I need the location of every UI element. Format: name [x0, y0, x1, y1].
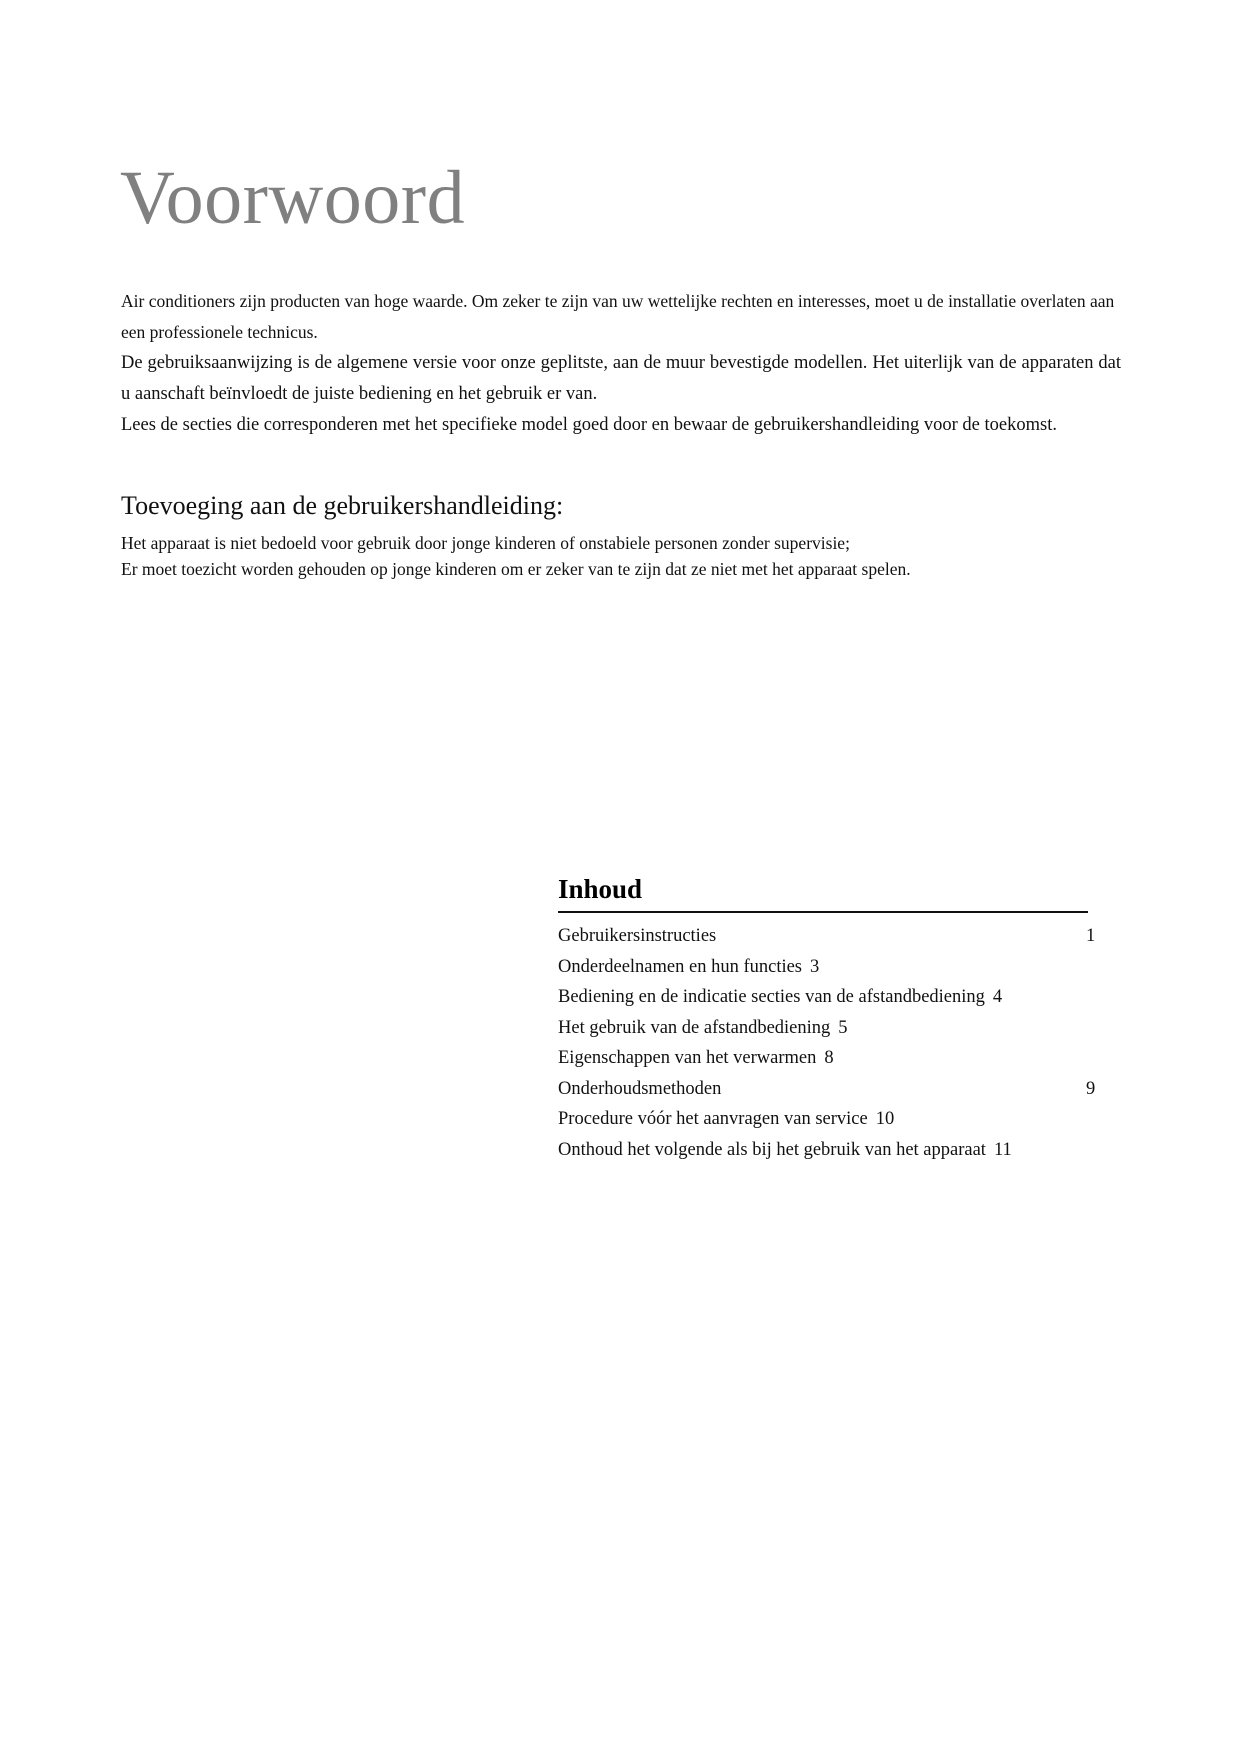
toc-entry-page: 10	[875, 1109, 895, 1129]
addendum-body	[121, 530, 1121, 582]
toc-heading: Inhoud	[558, 874, 643, 904]
toc-entry-page: 9	[1086, 1078, 1096, 1099]
toc-entry	[558, 982, 1098, 1013]
toc-entry-page: 4	[992, 987, 1003, 1007]
addendum-line: Het apparaat is niet bedoeld voor gebruik door jonge kinderen of onstabiele personen zonder supervisie;	[121, 533, 850, 553]
toc-entry-page: 8	[824, 1048, 834, 1068]
toc-entry	[558, 1013, 1098, 1044]
toc-entry-page: 11	[993, 1139, 1012, 1160]
toc-entry	[558, 1135, 1098, 1166]
addendum-heading: Toevoeging aan de gebruikershandleiding:	[121, 491, 564, 520]
intro-section	[121, 286, 1121, 441]
intro-paragraph: Lees de secties die corresponderen met het specifieke model goed door en bewaar de gebruikershandleiding voor de toekomst.	[121, 415, 1057, 435]
toc-entry	[558, 1043, 1098, 1074]
toc-entry	[558, 952, 1098, 983]
intro-paragraph: De gebruiksaanwijzing is de algemene versie voor onze geplitste, aan de muur bevestigde modellen. Het uiterlijk van de apparaten dat u aanschaft beïnvloedt de juiste bediening en het gebruik er van.	[121, 353, 1121, 404]
toc-entry-title: Eigenschappen van het verwarmen	[558, 1048, 817, 1068]
toc-entry-page: 3	[810, 956, 820, 977]
table-of-contents	[558, 872, 1098, 1165]
toc-entry-title: Het gebruik van de afstandbediening	[558, 1017, 831, 1038]
toc-entry-title: Gebruikersinstructies	[558, 926, 717, 946]
intro-paragraph: Air conditioners zijn producten van hoge waarde. Om zeker te zijn van uw wettelijke rechten en interesses, moet u de installatie overlaten aan een professionele technicus.	[121, 291, 1115, 342]
page-title: Voorwoord	[120, 156, 466, 240]
toc-entry-page: 1	[1086, 926, 1096, 946]
toc-entry-title: Bediening en de indicatie secties van de afstandbediening	[558, 987, 985, 1007]
toc-entry-title: Onderdeelnamen en hun functies	[558, 956, 803, 977]
toc-entry-title: Procedure vóór het aanvragen van service	[558, 1109, 868, 1129]
toc-entry-page: 5	[838, 1017, 848, 1038]
toc-list	[558, 921, 1098, 1165]
toc-entry	[558, 921, 1098, 952]
toc-divider	[558, 911, 1088, 913]
toc-entry-title: Onthoud het volgende als bij het gebruik van het apparaat	[558, 1139, 986, 1160]
toc-entry-title: Onderhoudsmethoden	[558, 1078, 722, 1099]
toc-entry	[558, 1074, 1098, 1105]
addendum-line: Er moet toezicht worden gehouden op jonge kinderen om er zeker van te zijn dat ze niet met het apparaat spelen.	[121, 559, 911, 579]
toc-entry	[558, 1104, 1098, 1135]
